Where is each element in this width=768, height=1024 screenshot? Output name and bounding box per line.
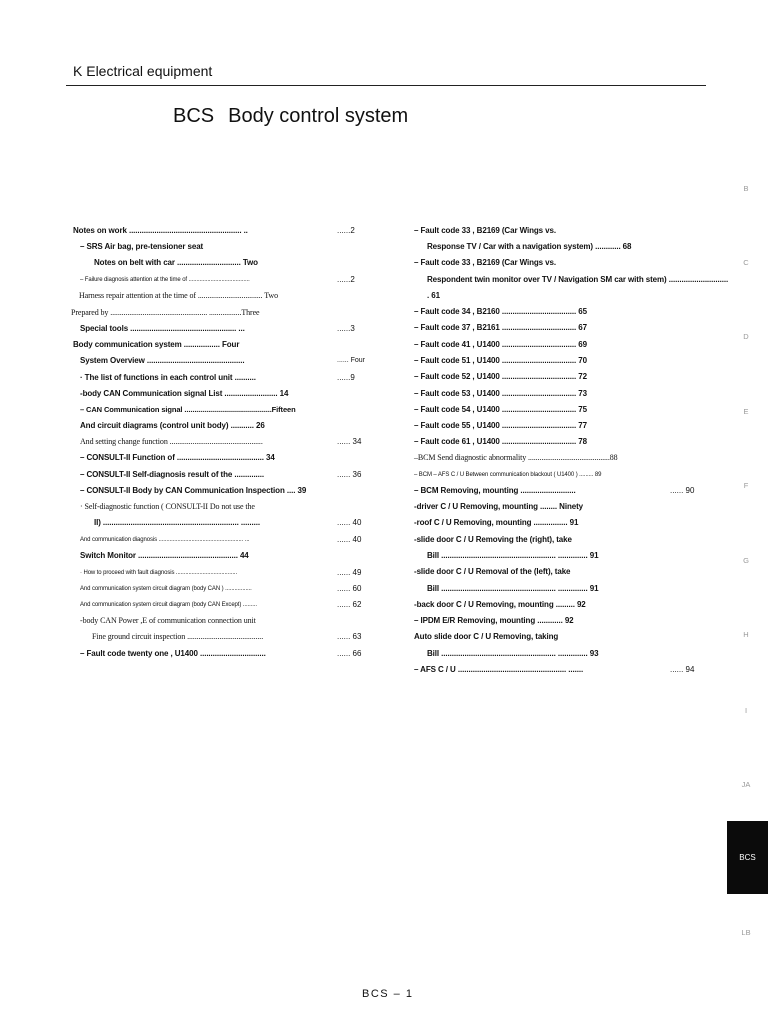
side-tab-f[interactable]: F (743, 481, 749, 490)
toc-entry[interactable]: – Fault code 54 , U1400 ................................... 75 (414, 405, 587, 414)
side-tab-b[interactable]: B (743, 184, 749, 193)
toc-entry[interactable]: – Failure diagnosis attention at the time of ....................................... (80, 277, 250, 283)
side-tab-c[interactable]: C (743, 258, 749, 267)
side-tab-g[interactable]: G (743, 556, 749, 565)
toc-entry[interactable]: -back door C / U Removing, mounting ......... 92 (414, 600, 586, 609)
toc-page-number: ...... 66 (337, 649, 362, 658)
toc-page-number: ...... 62 (337, 600, 362, 609)
side-tab-e[interactable]: E (743, 407, 749, 416)
side-tab-h[interactable]: H (743, 630, 749, 639)
toc-entry[interactable]: – Fault code 33 , B2169 (Car Wings vs. (414, 226, 556, 235)
toc-entry[interactable]: Prepared by ................................................... .................Three (71, 308, 260, 317)
title-code: BCS (173, 105, 215, 127)
toc-entry[interactable]: -slide door C / U Removing the (right), take (414, 535, 572, 544)
toc-entry[interactable]: · How to proceed with fault diagnosis ....................................... (80, 570, 238, 576)
toc-page-number: ......2 (337, 275, 355, 284)
side-tab-d[interactable]: D (743, 332, 749, 341)
toc-entry[interactable]: – CONSULT-II Body by CAN Communication Inspection .... 39 (80, 486, 307, 495)
side-tab-lb[interactable]: LB (741, 928, 751, 937)
toc-page-number: ...... 40 (337, 535, 362, 544)
toc-page-number: ...... 90 (670, 486, 695, 495)
toc-entry[interactable]: – Fault code 37 , B2161 ................................... 67 (414, 323, 587, 332)
toc-entry[interactable]: Bill ...................................................... .............. 91 (427, 551, 599, 560)
toc-entry[interactable]: Body communication system ................. Four (73, 340, 240, 349)
toc-entry[interactable]: And communication system circuit diagram (body CAN Except) ......... (80, 602, 257, 608)
toc-entry[interactable]: Response TV / Car with a navigation system) ............ 68 (427, 242, 632, 251)
toc-entry[interactable]: – Fault code 52 , U1400 ................................... 72 (414, 372, 587, 381)
toc-entry[interactable]: And communication system circuit diagram (body CAN ) ................. (80, 586, 252, 592)
toc-page-number: ...... 60 (337, 584, 362, 593)
toc-entry[interactable]: And circuit diagrams (control unit body) ........... 26 (80, 421, 265, 430)
document-title (173, 105, 408, 128)
toc-entry[interactable]: Notes on work ..................................................... .. (73, 226, 248, 235)
toc-page-number: ......9 (337, 373, 355, 382)
toc-entry[interactable]: – Fault code 51 , U1400 ................................... 70 (414, 356, 587, 365)
toc-entry[interactable]: · The list of functions in each control unit .......... (80, 373, 256, 382)
toc-page-number: ...... Four (337, 357, 366, 364)
toc-entry[interactable]: Bill ...................................................... .............. 93 (427, 649, 599, 658)
toc-entry[interactable]: – BCM Removing, mounting .......................... (414, 486, 576, 495)
toc-entry[interactable]: – BCM – AFS C / U Between communication blackout ( U1400 ) ......... 89 (414, 472, 602, 478)
toc-entry[interactable]: – Fault code 55 , U1400 ................................... 77 (414, 421, 587, 430)
toc-entry[interactable]: -body CAN Communication signal List ......................... 14 (80, 389, 289, 398)
toc-entry[interactable]: Harness repair attention at the time of .................................. Two (79, 291, 279, 300)
toc-entry[interactable]: Notes on belt with car .............................. Two (94, 258, 258, 267)
toc-page-number: ...... 94 (670, 665, 695, 674)
toc-entry[interactable]: Special tools .................................................. ... (80, 324, 245, 333)
toc-entry[interactable]: Fine ground circuit inspection ........................................ (92, 632, 264, 641)
toc-entry[interactable]: – Fault code 53 , U1400 ................................... 73 (414, 389, 587, 398)
toc-entry[interactable]: – Fault code twenty one , U1400 ............................... (80, 649, 266, 658)
toc-entry[interactable]: – CONSULT-II Function of ......................................... 34 (80, 453, 275, 462)
side-tab-ja[interactable]: JA (741, 780, 751, 789)
toc-entry[interactable]: Bill ...................................................... .............. 91 (427, 584, 599, 593)
toc-entry[interactable]: · Self-diagnostic function ( CONSULT-II Do not use the (80, 502, 255, 511)
section-heading: K Electrical equipment (73, 63, 213, 79)
toc-entry[interactable]: -slide door C / U Removal of the (left), take (414, 567, 571, 576)
toc-page-number: ......3 (337, 324, 355, 333)
toc-page-number: ...... 36 (337, 470, 362, 479)
toc-entry[interactable]: System Overview .............................................. (80, 356, 245, 365)
toc-page-number: ...... 63 (337, 632, 362, 641)
toc-entry[interactable]: – Fault code 41 , U1400 ................................... 69 (414, 340, 587, 349)
toc-page-number: ...... 40 (337, 518, 362, 527)
toc-entry[interactable]: – Fault code 33 , B2169 (Car Wings vs. (414, 258, 556, 267)
toc-entry[interactable]: – SRS Air bag, pre-tensioner seat (80, 242, 204, 251)
toc-entry[interactable]: And communication diagnosis ...................................................... ... (80, 537, 250, 543)
toc-page-number: ...... 34 (337, 437, 362, 446)
toc-entry[interactable]: II) ................................................................ ......... (94, 518, 261, 527)
toc-entry[interactable]: – Fault code 61 , U1400 ................................... 78 (414, 437, 587, 446)
toc-entry[interactable]: Auto slide door C / U Removing, taking (414, 632, 559, 641)
toc-entry[interactable]: – CONSULT-II Self-diagnosis result of the .............. (80, 470, 265, 479)
side-tab-bcs-active[interactable]: BCS (727, 821, 768, 894)
toc-entry[interactable]: . 61 (427, 291, 440, 300)
title-text: Body control system (228, 105, 409, 127)
toc-entry[interactable]: –BCM Send diagnostic abnormality ...........................................88 (414, 453, 618, 462)
toc-entry[interactable]: Respondent twin monitor over TV / Navigation SM car with stem) ............................ (427, 275, 729, 284)
side-tab-i[interactable]: I (744, 706, 748, 715)
toc-entry[interactable]: And setting change function ................................................. (80, 437, 263, 446)
header-rule (66, 85, 706, 86)
toc-entry[interactable]: -driver C / U Removing, mounting ........ Ninety (414, 502, 583, 511)
toc-entry[interactable]: -body CAN Power ,E of communication connection unit (80, 616, 256, 625)
toc-entry[interactable]: – Fault code 34 , B2160 ................................... 65 (414, 307, 587, 316)
toc-entry[interactable]: – AFS C / U ................................................... ....... (414, 665, 584, 674)
toc-page-number: ......2 (337, 226, 355, 235)
toc-entry[interactable]: – CAN Communication signal ............................................Fifteen (80, 405, 296, 414)
toc-page-number: ...... 49 (337, 568, 362, 577)
footer-page-number: BCS – 1 (362, 988, 414, 1000)
toc-entry[interactable]: Switch Monitor ............................................... 44 (80, 551, 249, 560)
toc-entry[interactable]: -roof C / U Removing, mounting ................ 91 (414, 518, 579, 527)
toc-entry[interactable]: – IPDM E/R Removing, mounting ............ 92 (414, 616, 574, 625)
